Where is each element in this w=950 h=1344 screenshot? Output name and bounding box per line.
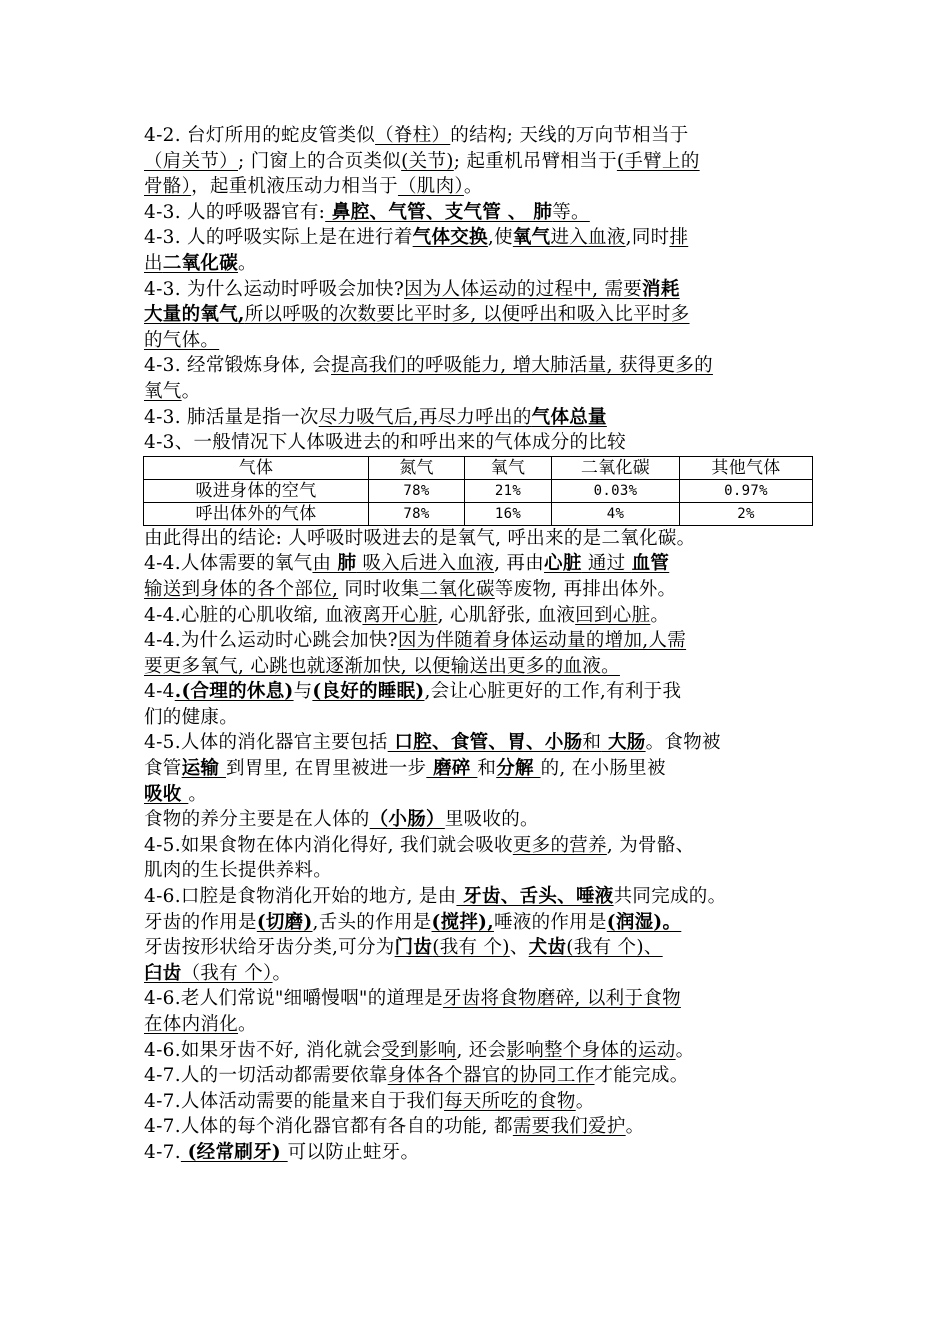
answer: 骨骼） bbox=[144, 176, 192, 198]
text: 4-3、一般情况下人体吸进去的和呼出来的气体成分的比较 bbox=[144, 432, 626, 454]
text: ，起重机液压动力相当于 bbox=[191, 176, 398, 198]
text-line bbox=[144, 123, 814, 149]
table-cell: 2% bbox=[680, 502, 813, 525]
gas-composition-table bbox=[143, 456, 813, 526]
table-cell: 0.03% bbox=[552, 479, 680, 502]
text-line bbox=[144, 353, 814, 379]
answer: 大肠 bbox=[601, 732, 646, 754]
answer: （脊柱） bbox=[375, 125, 451, 146]
answer: （肩关节） bbox=[144, 150, 239, 172]
text: 。 bbox=[238, 1014, 257, 1035]
text-line bbox=[144, 679, 814, 705]
text: 与 bbox=[293, 681, 313, 703]
text: ,舌头的作用是 bbox=[312, 911, 432, 933]
answer: 排 bbox=[669, 227, 689, 249]
text: 。 bbox=[272, 962, 292, 984]
text: 们的健康。 bbox=[144, 706, 239, 728]
text: 4-4.人体需要的氧气 bbox=[144, 553, 313, 575]
answer: （肌肉） bbox=[397, 176, 464, 198]
text: 食管 bbox=[144, 758, 182, 780]
answer: 二氧化碳 bbox=[419, 578, 495, 600]
answer: (良好的睡眠) bbox=[312, 681, 425, 703]
answer: 进入血液 bbox=[550, 227, 626, 249]
text-line bbox=[144, 910, 814, 936]
answer: 牙齿将食物磨碎, 以利于食物 bbox=[442, 988, 681, 1010]
answer: 吸收 bbox=[144, 783, 189, 805]
table-header: 气体 bbox=[144, 456, 369, 479]
table-cell: 0.97% bbox=[680, 479, 813, 502]
table-cell: 21% bbox=[465, 479, 552, 502]
text: ,会让心脏更好的工作,有利于我 bbox=[424, 681, 682, 703]
answer: 牙齿、舌头、唾液 bbox=[456, 886, 614, 908]
answer: 更多的营养 bbox=[512, 834, 607, 856]
answer: 犬齿 bbox=[528, 937, 567, 959]
text-line bbox=[144, 1114, 814, 1140]
table-row-label: 吸进身体的空气 bbox=[144, 479, 369, 502]
text: 共同完成的。 bbox=[613, 886, 727, 908]
text: 4-2. 台灯所用的蛇皮管类似 bbox=[144, 125, 376, 146]
text: 4-6.如果牙齿不好, 消化就会 bbox=[144, 1039, 382, 1061]
text: 肌肉的生长提供养料。 bbox=[144, 860, 333, 882]
answer: 由 bbox=[312, 553, 338, 575]
text-line bbox=[144, 833, 814, 859]
text: , 为骨骼、 bbox=[606, 834, 695, 856]
text-line bbox=[144, 1012, 814, 1038]
text: 4-5.人体的消化器官主要包括 bbox=[144, 732, 388, 754]
table-header: 氮气 bbox=[369, 456, 465, 479]
text: 可以防止蛀牙。 bbox=[287, 1141, 420, 1163]
text: 里吸收的。 bbox=[444, 809, 539, 831]
table-row bbox=[144, 479, 813, 502]
table-header: 其他气体 bbox=[680, 456, 813, 479]
text: 4-4.为什么运动时心跳会加快? bbox=[144, 630, 398, 652]
text: 4-3. 人的呼吸实际上是在进行着 bbox=[144, 227, 413, 249]
text: 由此得出的结论: 人呼吸时吸进去的是氧气, 呼出来的是二氧化碳。 bbox=[144, 527, 696, 549]
text-line bbox=[144, 200, 814, 226]
text: 、 bbox=[509, 937, 529, 959]
answer: 心脏 bbox=[544, 553, 582, 575]
text: 4-7.人体的每个消化器官都有各自的功能, 都 bbox=[144, 1116, 513, 1138]
answer: 每天所吃的食物 bbox=[444, 1090, 576, 1112]
text: 到胃里, 在胃里被进一步 bbox=[225, 758, 427, 780]
answer: 在体内消化 bbox=[144, 1014, 239, 1035]
answer: 分解 bbox=[496, 758, 541, 780]
text: 和 bbox=[477, 758, 497, 780]
answer: 氧气 bbox=[512, 227, 551, 249]
text: 牙齿按形状给牙齿分类,可分为 bbox=[144, 937, 395, 959]
answer: (我有 个)、 bbox=[566, 937, 663, 959]
text-line bbox=[144, 302, 814, 328]
text-line bbox=[144, 1140, 814, 1166]
text: 4-6.老人们常说"细嚼慢咽"的道理是 bbox=[144, 988, 443, 1010]
answer: 出 bbox=[144, 252, 163, 274]
text: 。 bbox=[650, 604, 670, 626]
answer: （小肠） bbox=[369, 809, 445, 831]
answer: (关节) bbox=[401, 150, 454, 172]
answer: (润湿)。 bbox=[606, 911, 682, 933]
table-header-row bbox=[144, 456, 813, 479]
text: , 心肌舒张, 血液 bbox=[437, 604, 576, 626]
text-line bbox=[144, 628, 814, 654]
text: 食物的养分主要是在人体的 bbox=[144, 809, 370, 831]
answer: 消耗 bbox=[642, 278, 680, 300]
text-line bbox=[144, 961, 814, 987]
answer: (手臂上的 bbox=[616, 150, 700, 172]
text: 。 bbox=[675, 1039, 695, 1061]
text-line bbox=[144, 603, 814, 629]
text-line bbox=[144, 225, 814, 251]
text: 4-6.口腔是食物消化开始的地方, 是由 bbox=[144, 886, 457, 908]
text: 。 bbox=[463, 176, 483, 198]
text: 4-3. 为什么运动时呼吸会加快? bbox=[144, 278, 405, 300]
answer: 所以呼吸的次数要比平时多, 以便呼出和吸入比平时多 bbox=[244, 304, 690, 326]
answer: 提高我们的呼吸能力, 增大肺活量, 获得更多的 bbox=[331, 355, 713, 377]
text: 4-3. 肺活量是指一次 bbox=[144, 406, 319, 428]
answer: 门齿 bbox=[394, 937, 433, 959]
text: 。 bbox=[181, 380, 201, 402]
text: 才能完成。 bbox=[594, 1065, 689, 1087]
text: , 还会 bbox=[456, 1039, 507, 1061]
table-cell: 78% bbox=[369, 502, 465, 525]
answer: 因为伴随着身体运动量的增加,人需 bbox=[397, 630, 687, 652]
text-line bbox=[144, 730, 814, 756]
text-line bbox=[144, 577, 814, 603]
answer: 磨碎 bbox=[426, 758, 478, 780]
answer: 尽力吸气后,再尽力呼出的 bbox=[318, 406, 532, 428]
answer: 肺 bbox=[337, 553, 357, 575]
text-line bbox=[144, 782, 814, 808]
answer: 通过 bbox=[581, 553, 632, 575]
text-line bbox=[144, 1063, 814, 1089]
text-line bbox=[144, 405, 814, 431]
table-row-label: 呼出体外的气体 bbox=[144, 502, 369, 525]
text-line bbox=[144, 526, 814, 552]
text: 4-4 bbox=[144, 681, 175, 703]
text: 。 bbox=[188, 783, 208, 805]
text-line bbox=[144, 430, 814, 456]
answer: 血管 bbox=[631, 553, 670, 575]
table-cell: 78% bbox=[369, 479, 465, 502]
answer: 气体总量 bbox=[531, 406, 607, 428]
answer: 臼齿 bbox=[144, 962, 182, 984]
answer: 鼻腔、气管、支气管 、 肺 bbox=[325, 201, 553, 223]
answer: 需要我们爱护 bbox=[512, 1116, 626, 1138]
text-line bbox=[144, 1038, 814, 1064]
text-line bbox=[144, 174, 814, 200]
answer: 的气体。 bbox=[144, 329, 220, 351]
table-header: 氧气 bbox=[465, 456, 552, 479]
table-cell: 4% bbox=[552, 502, 680, 525]
answer: (搅拌), bbox=[431, 911, 494, 933]
text: 的, 在小肠里被 bbox=[540, 758, 666, 780]
text-line bbox=[144, 328, 814, 354]
answer: 二氧化碳 bbox=[162, 252, 239, 274]
answer: (切磨) bbox=[256, 911, 313, 933]
text: 。 bbox=[625, 1116, 645, 1138]
text: 唾液的作用是 bbox=[493, 911, 607, 933]
answer: 影响整个身体的运动 bbox=[506, 1039, 676, 1061]
answer: (我有 个) bbox=[432, 937, 510, 959]
text: 等废物, 再排出体外。 bbox=[494, 578, 677, 600]
text: 4-7. bbox=[144, 1141, 181, 1163]
text: 的结构; 天线的万向节相当于 bbox=[450, 125, 689, 146]
answer: 口腔、食管、胃、小肠 bbox=[387, 732, 583, 754]
answer: (经常刷牙) bbox=[180, 1141, 288, 1163]
text-line bbox=[144, 379, 814, 405]
text: , 再由 bbox=[494, 553, 545, 575]
text: 4-3. 经常锻炼身体, 会 bbox=[144, 355, 332, 377]
table-cell: 16% bbox=[465, 502, 552, 525]
answer: 等。 bbox=[552, 201, 590, 223]
answer: 吸入后进入血液 bbox=[356, 553, 495, 575]
text-line bbox=[144, 858, 814, 884]
answer: .(合理的休息) bbox=[174, 681, 294, 703]
answer: （我有 个） bbox=[181, 962, 273, 984]
table-header: 二氧化碳 bbox=[552, 456, 680, 479]
text-line bbox=[144, 654, 814, 680]
answer: 回到心脏 bbox=[575, 604, 651, 626]
text: 。 bbox=[238, 252, 257, 274]
text: ,使 bbox=[487, 227, 513, 249]
text-line bbox=[144, 1089, 814, 1115]
text-line bbox=[144, 756, 814, 782]
text-line bbox=[144, 251, 814, 277]
text: ; 门窗上的合页类似 bbox=[238, 150, 402, 172]
answer: 身体各个器官的协同工作 bbox=[387, 1065, 595, 1087]
text-line bbox=[144, 705, 814, 731]
answer: 因为人体运动的过程中, 需要 bbox=[404, 278, 643, 300]
text: 4-5.如果食物在体内消化得好, 我们就会吸收 bbox=[144, 834, 513, 856]
document-body bbox=[144, 123, 814, 1166]
text: 牙齿的作用是 bbox=[144, 911, 257, 933]
text-line bbox=[144, 884, 814, 910]
answer: 运输 bbox=[181, 758, 226, 780]
answer: 大量的氧气, bbox=[144, 304, 245, 326]
answer: 气体交换 bbox=[412, 227, 488, 249]
text: 同时收集 bbox=[338, 578, 420, 600]
text-line bbox=[144, 149, 814, 175]
answer: 要更多氧气, 心跳也就逐渐加快, 以便输送出更多的血液。 bbox=[144, 655, 620, 677]
text: 4-3. 人的呼吸器官有: bbox=[144, 201, 326, 223]
text-line bbox=[144, 986, 814, 1012]
text: 4-4.心脏的心肌收缩, 血液 bbox=[144, 604, 363, 626]
text-line bbox=[144, 935, 814, 961]
table-row bbox=[144, 502, 813, 525]
text-line bbox=[144, 551, 814, 577]
text: 。食物被 bbox=[645, 732, 721, 754]
text-line bbox=[144, 277, 814, 303]
text: ,同时 bbox=[625, 227, 670, 249]
text: 4-7.人体活动需要的能量来自于我们 bbox=[144, 1090, 445, 1112]
answer: 氧气 bbox=[144, 380, 182, 402]
answer: 受到影响 bbox=[381, 1039, 457, 1061]
answer: 和 bbox=[582, 732, 602, 754]
text: 4-7.人的一切活动都需要依靠 bbox=[144, 1065, 388, 1087]
answer: 离开心脏 bbox=[362, 604, 438, 626]
text: ; 起重机吊臂相当于 bbox=[453, 150, 617, 172]
text-line bbox=[144, 807, 814, 833]
text: 。 bbox=[575, 1090, 595, 1112]
answer: 输送到身体的各个部位, bbox=[144, 578, 339, 600]
